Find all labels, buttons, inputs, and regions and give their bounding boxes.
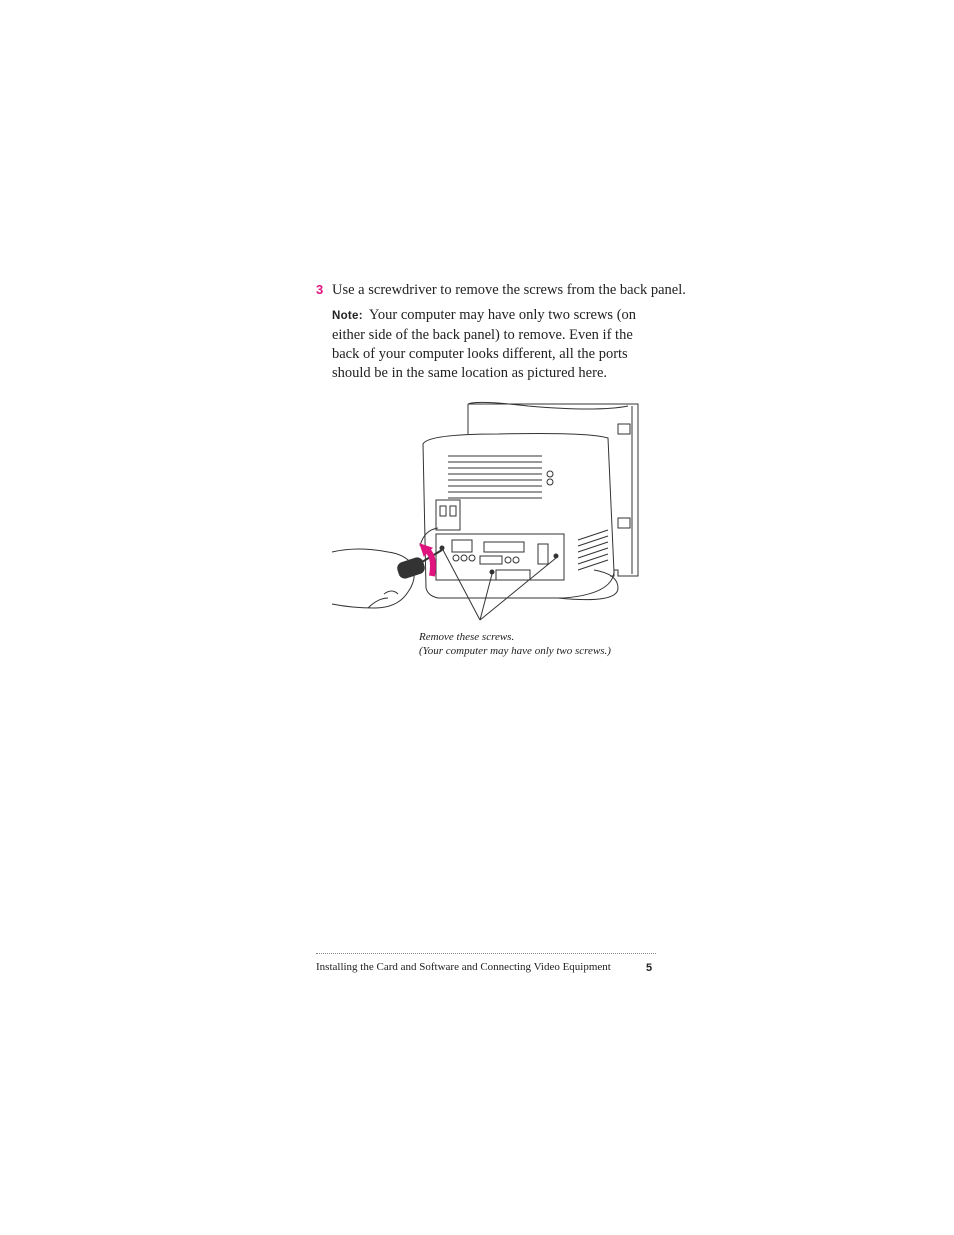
note-label: Note: [332,310,363,322]
vent-grille [448,456,542,498]
note-text: Your computer may have only two screws (on either side of the back panel) to remove. Even if the back of your computer looks different, all the ports should be in the same location as pictured here. [332,307,637,381]
side-slot-bottom [618,518,630,528]
note-paragraph [332,306,662,383]
monitor-body [468,404,638,576]
control-knob-1 [547,471,553,477]
port-group-middle [484,542,524,552]
illustration-caption [419,630,611,658]
computer-back-panel-illustration [328,398,648,626]
hand [332,549,414,608]
screw-bottom [490,570,494,574]
caption-line-1: Remove these screws. [419,631,515,643]
step-instruction: Use a screwdriver to remove the screws from the back panel. [332,282,686,298]
side-vent [578,530,608,570]
page-number: 5 [646,962,653,974]
screw-right [554,554,558,558]
footer-chapter-title: Installing the Card and Software and Connecting Video Equipment [316,961,611,973]
monitor-top [468,402,628,409]
caption-line-2: (Your computer may have only two screws.) [419,645,611,657]
footer-rule [316,953,656,954]
expansion-slot [496,570,530,580]
port-group-left [452,540,472,552]
monitor-stand [558,570,618,600]
step-number: 3 [316,282,324,297]
control-knob-2 [547,479,553,485]
side-slot-top [618,424,630,434]
screwdriver-handle [396,556,426,579]
